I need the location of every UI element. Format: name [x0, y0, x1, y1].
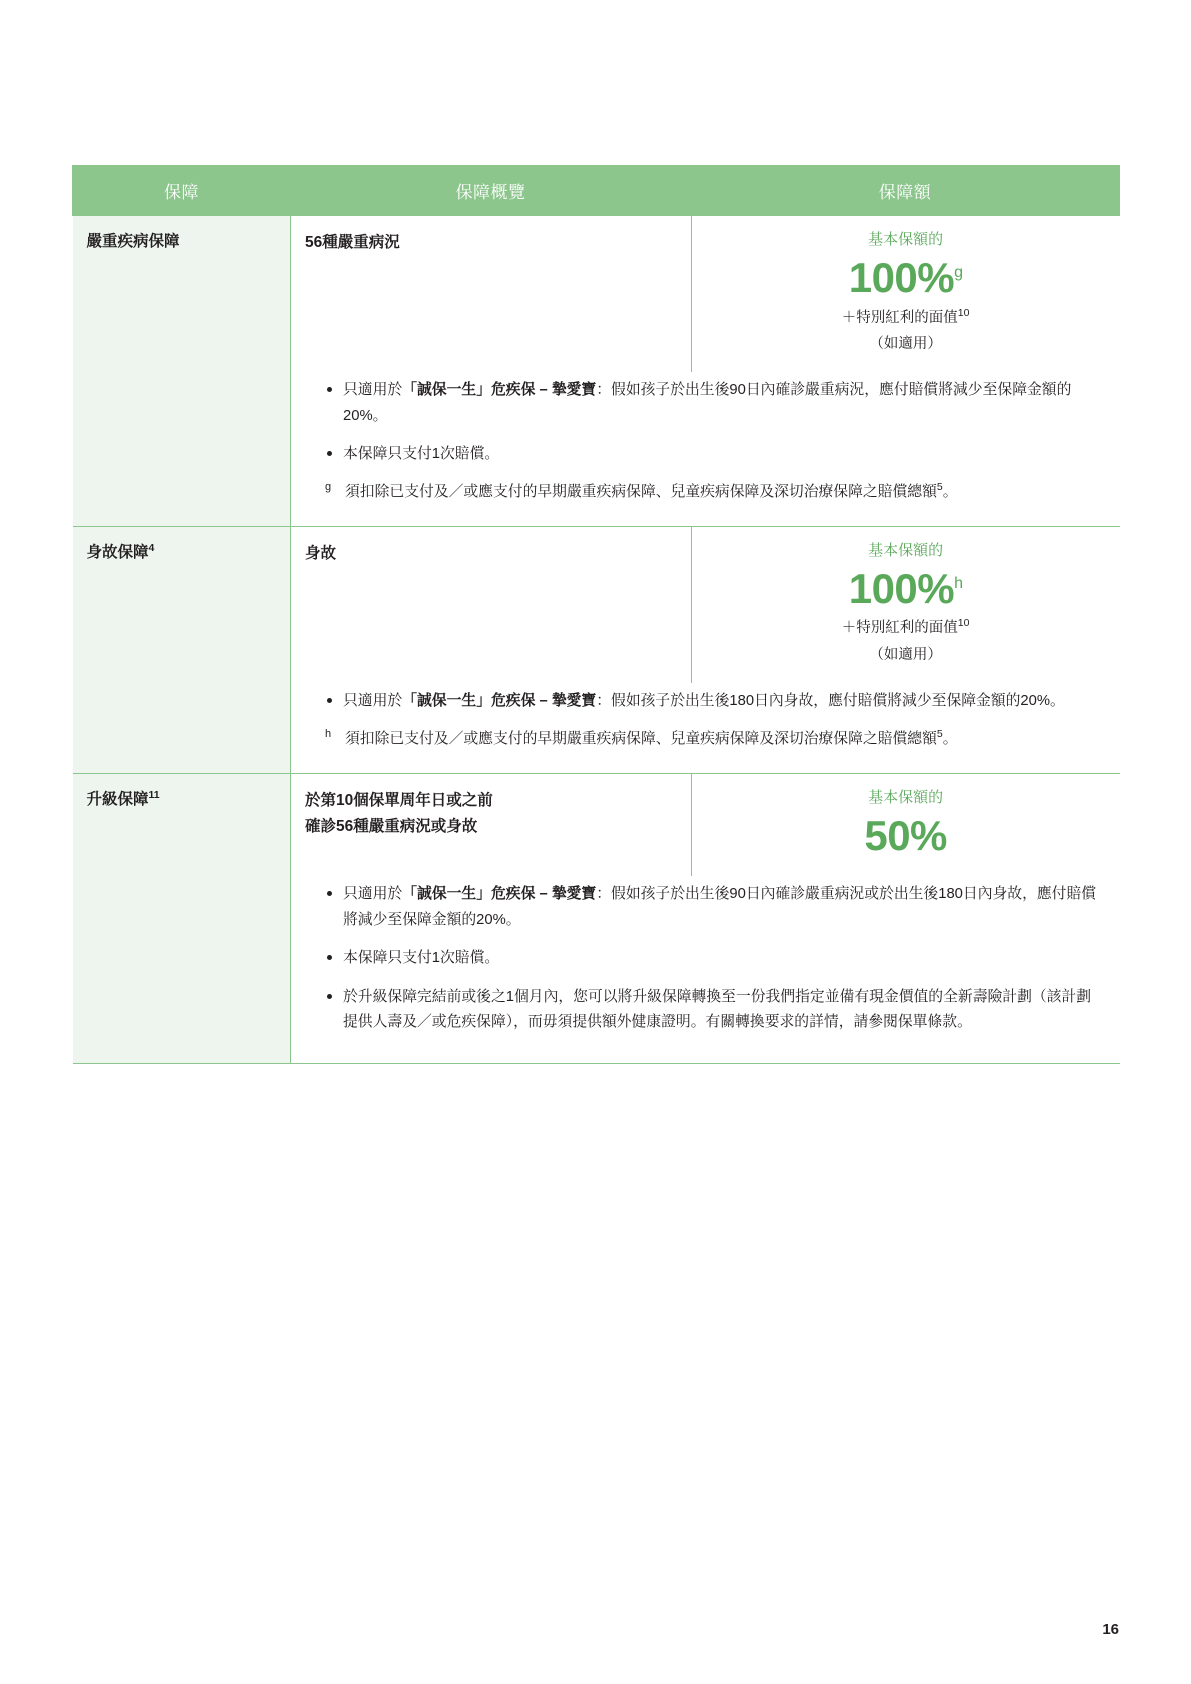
row-top-section: [291, 216, 1120, 372]
bullet-list: [325, 689, 1104, 714]
row-body-critical-illness: [291, 216, 1120, 527]
amount-value: 100%$^g$: [848, 254, 963, 301]
table-header-row: [73, 166, 1120, 216]
benefit-amount-block: [691, 527, 1120, 683]
row-label-critical-illness: 嚴重疾病保障: [73, 216, 291, 527]
benefit-summary-text: [291, 774, 691, 877]
benefit-amount-block: [691, 774, 1120, 877]
benefit-summary-line2: 確診56種嚴重病況或身故: [305, 818, 478, 836]
list-item: 本保障只支付1次賠償。: [325, 946, 1104, 971]
amount-value: 50%: [864, 811, 947, 859]
amount-footnote-mark: g: [954, 264, 963, 281]
list-item: 於升級保障完結前或後之1個月內，您可以將升級保障轉換至一份我們指定並備有現金價值的全新壽險計劃（該計劃提供人壽及／或危疾保障），而毋須提供額外健康證明。有關轉換要求的詳情，請參閱保單條款。: [325, 985, 1104, 1036]
table-row: [73, 216, 1120, 527]
row-top-section: [291, 527, 1120, 683]
benefit-summary-text: 56種嚴重病況: [305, 234, 400, 251]
amount-note-bonus: ＋特別紅利的面值$^{10}$: [841, 306, 970, 326]
row-label-footnote-mark: 4: [148, 541, 155, 554]
list-item: 只適用於「誠保一生」危疾保 – 摯愛寶：假如孩子於出生後90日內確診嚴重病況，應付賠償將減少至保障金額的20%。: [325, 378, 1104, 429]
table-row: [73, 526, 1120, 773]
benefit-summary-text: 身故: [305, 544, 337, 562]
bullet-list: [325, 378, 1104, 467]
bullet-section: [291, 876, 1120, 1062]
bullet-section: [291, 683, 1120, 773]
row-label-upgrade-benefit: 升級保障$^{11}$: [73, 773, 291, 1063]
row-top-section: [291, 774, 1120, 877]
amount-note-bonus: ＋特別紅利的面值$^{10}$: [841, 617, 970, 637]
amount-value: 100%$^h$: [848, 564, 963, 612]
table-row: [73, 773, 1120, 1063]
row-label-footnote-mark: 11: [148, 788, 160, 801]
column-header-amount: 保障額: [691, 166, 1120, 216]
amount-label: 基本保額的: [868, 231, 944, 248]
column-header-benefit: 保障: [73, 166, 291, 216]
list-item: 只適用於「誠保一生」危疾保 – 摯愛寶：假如孩子於出生後90日內確診嚴重病況或於出生後180日內身故，應付賠償將減少至保障金額的20%。: [325, 882, 1104, 933]
list-item: 只適用於「誠保一生」危疾保 – 摯愛寶：假如孩子於出生後180日內身故，應付賠償將減少至保障金額的20%。: [325, 689, 1104, 714]
column-header-summary: 保障概覽: [291, 166, 691, 216]
benefits-table: [72, 165, 1120, 1064]
bullet-list: [325, 882, 1104, 1035]
footnote-marker: g: [325, 481, 332, 494]
benefit-summary-line1: 於第10個保單周年日或之前: [305, 791, 493, 809]
amount-label: 基本保額的: [868, 541, 944, 559]
amount-note-applicable: （如適用）: [869, 647, 942, 664]
bullet-section: [291, 372, 1120, 526]
list-item: 本保障只支付1次賠償。: [325, 442, 1104, 467]
amount-footnote-mark: h: [954, 574, 963, 592]
row-body-death-benefit: [291, 526, 1120, 773]
amount-label: 基本保額的: [868, 788, 944, 806]
benefit-amount-block: [691, 216, 1120, 372]
footnote-g: g 須扣除已支付及／或應支付的早期嚴重疾病保障、兒童疾病保障及深切治療保障之賠償總額$^5$。: [325, 480, 1104, 505]
amount-note-applicable: （如適用）: [869, 336, 942, 353]
row-body-upgrade-benefit: [291, 773, 1120, 1063]
footnote-h: h 須扣除已支付及／或應支付的早期嚴重疾病保障、兒童疾病保障及深切治療保障之賠償總額$^5$。: [325, 727, 1104, 752]
row-label-death-benefit: 身故保障$^4$: [73, 526, 291, 773]
footnote-marker: h: [325, 728, 332, 741]
page-number: 16: [1102, 1621, 1119, 1638]
